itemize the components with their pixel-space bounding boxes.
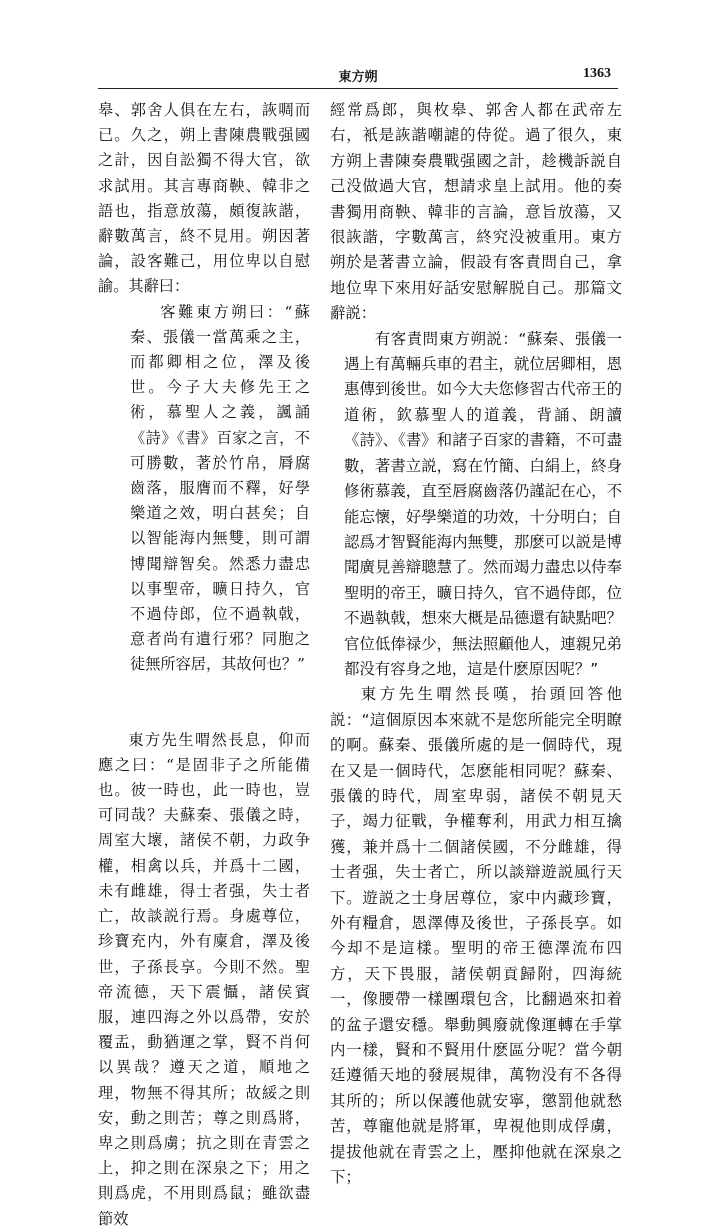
header-rule <box>98 88 618 89</box>
translation-reply-paragraph: 東方先生喟然長嘆，抬頭回答他説：“這個原因本來就不是您所能完全明瞭的啊。蘇秦、張儀所處的是一個時代，現在又是一個時代，怎麽能相同呢？蘇秦、張儀的時代，周室卑弱，諸侯不朝見天子，竭力征戰，争權奪利，用武力相互擒獲，兼并爲十二個諸侯國，不分雌雄，得士者强，失士者亡，所以談辯遊説風行天下。遊説之士身居尊位，家中内藏珍寶，外有糧倉，恩澤傳及後世，子孫長享。如今却不是這樣。聖明的帝王德澤流布四方，天下畏服，諸侯朝貢歸附，四海統一，像腰帶一樣團環包含，比翻過來扣着的盆子還安穩。舉動興廢就像運轉在手掌内一樣，賢和不賢用什麽區分呢？當今朝廷遵循天地的發展規律，萬物没有不各得其所的；所以保護他就安寧，懲罰他就愁苦，尊寵他就是將軍，卑視他則成俘虜，提拔他就在青雲之上，壓抑他就在深泉之下； <box>330 685 622 1187</box>
page-number: 1363 <box>583 66 611 81</box>
classical-text-column <box>98 98 310 1232</box>
classical-intro-paragraph: 皋、郭舍人俱在左右，詼啁而已。久之，朔上書陳農戰强國之計，因自訟獨不得大官，欲求試用。其言專商鞅、韓非之語也，指意放蕩，頗復詼諧，辭數萬言，終不見用。朔因著論，設客難己，用位卑以自慰諭。其辭曰： <box>98 101 310 296</box>
translation-column <box>330 98 622 1190</box>
translation-intro-paragraph: 經常爲郎，與枚皋、郭舍人都在武帝左右，衹是詼諧嘲謔的侍從。過了很久，東方朔上書陳奏農戰强國之計，趁機訴説自己没做過大官，想請求皇上試用。他的奏書獨用商鞅、韓非的言論，意旨放蕩，又很詼諧，字數萬言，終究没被重用。東方朔於是著書立論，假設有客責問自己，拿地位卑下來用好話安慰解脱自己。那篇文辭説： <box>330 101 622 323</box>
translation-guest-question: 有客責問東方朔説：“蘇秦、張儀一遇上有萬輛兵車的君主，就位居卿相，恩惠傳到後世。如今大夫您修習古代帝王的道術，欽慕聖人的道義，背誦、朗讀《詩》、《書》和諸子百家的書籍，不可盡數，著書立説，寫在竹簡、白絹上，終身修術慕義，直至唇腐齒落仍謹記在心，不能忘懷，好學樂道的功效，十分明白；自認爲才智賢能海内無雙，那麽可以説是博聞廣見善辯聰慧了。然而竭力盡忠以侍奉聖明的帝王，曠日持久，官不過侍郎，位不過執戟，想來大概是品德還有缺點吧？官位低俸禄少，無法照顧他人，連親兄弟都没有容身之地，這是什麽原因呢？” <box>344 329 622 678</box>
running-head-title: 東方朔 <box>338 70 378 85</box>
classical-guest-question: 客難東方朔曰：“蘇秦、張儀一當萬乘之主，而都卿相之位，澤及後世。今子大夫修先王之術，慕聖人之義，諷誦《詩》《書》百家之言，不可勝數，著於竹帛，脣腐齒落，服膺而不釋，好學樂道之效，明白甚矣；自以智能海内無雙，則可謂博聞辯智矣。然悉力盡忠以事聖帝，曠日持久，官不過侍郎，位不過執戟，意者尚有遺行邪？同胞之徒無所容居，其故何也？” <box>130 302 310 674</box>
running-head <box>0 66 716 86</box>
classical-reply-paragraph: 東方先生喟然長息，仰而應之曰：“是固非子之所能備也。彼一時也，此一時也，豈可同哉？夫蘇秦、張儀之時，周室大壞，諸侯不朝，力政争權，相禽以兵，并爲十二國，未有雌雄，得士者强，失士者亡，故談説行焉。身處尊位，珍寶充内，外有廩倉，澤及後世，子孫長享。今則不然。聖帝流德，天下震懾，諸侯賓服，連四海之外以爲帶，安於覆盂，動猶運之掌，賢不肖何以異哉？遵天之道，順地之理，物無不得其所；故綏之則安，動之則苦；尊之則爲將，卑之則爲虜；抗之則在青雲之上，抑之則在深泉之下；用之則爲虎，不用則爲鼠；雖欲盡節效 <box>98 730 310 1228</box>
paragraph-gap <box>98 678 310 728</box>
